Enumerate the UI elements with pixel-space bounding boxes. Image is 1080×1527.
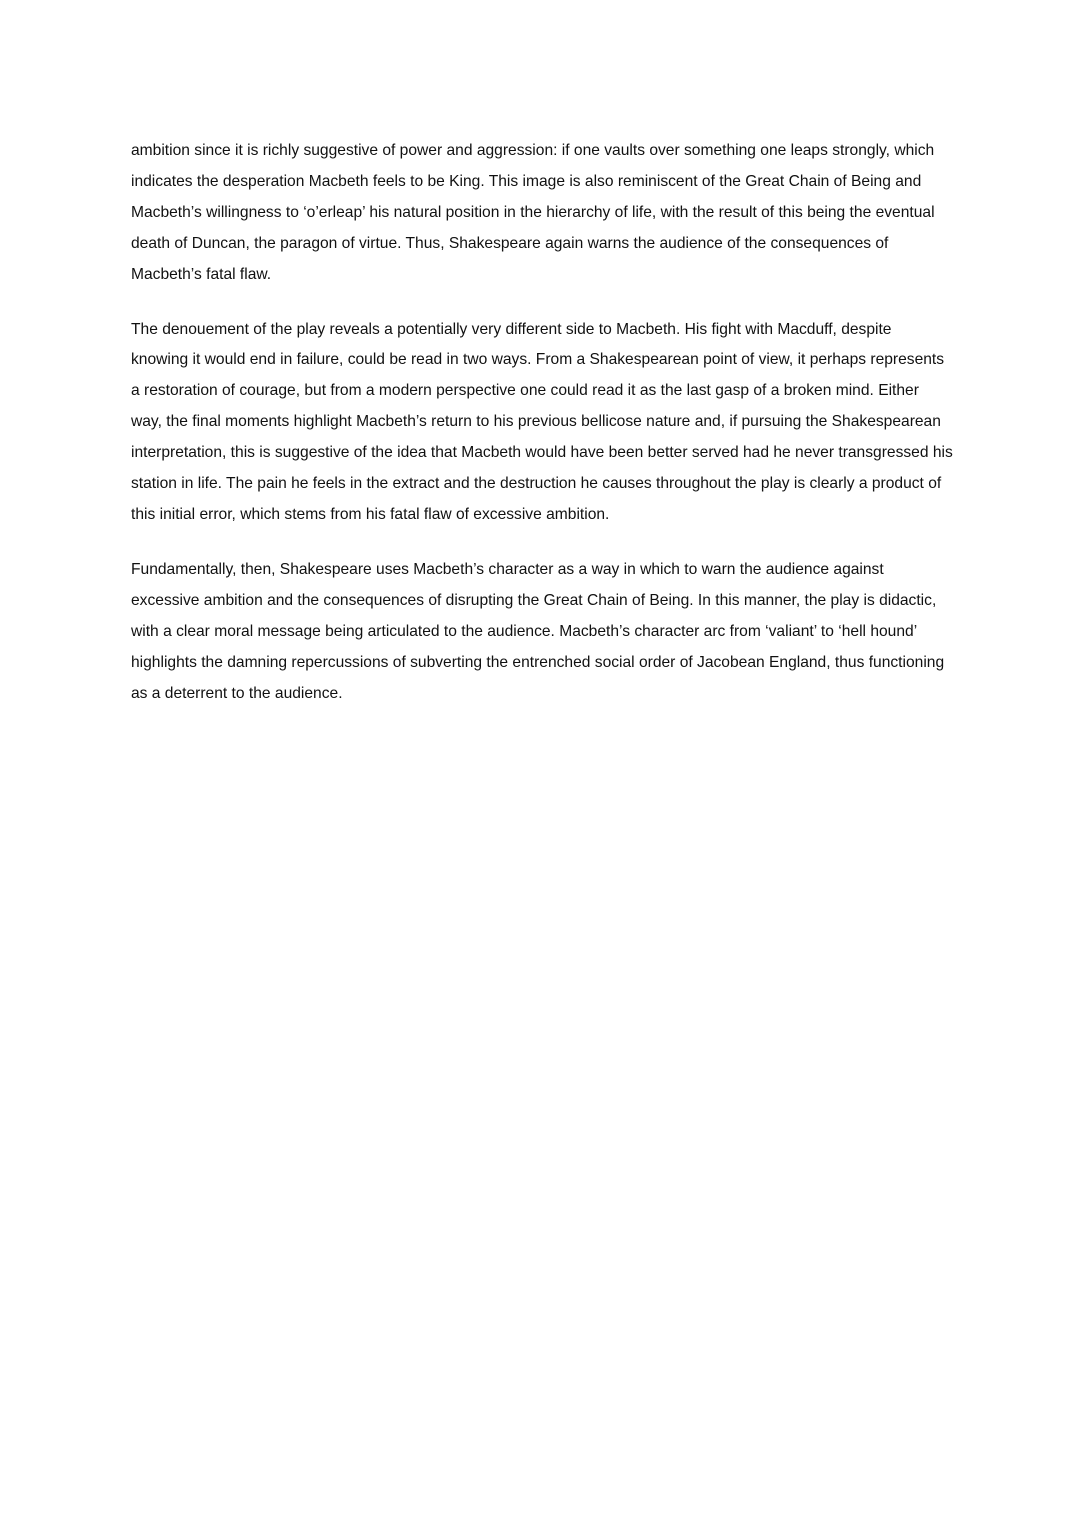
paragraph-conclusion: Fundamentally, then, Shakespeare uses Macbeth’s character as a way in which to warn the audience against excessive ambition and the consequences of disrupting the Great Chain of Being. In this manner, the play is didactic, with a clear moral message being articulated to the audience. Macbeth’s character arc from ‘valiant’ to ‘hell hound’ highlights the damning repercussions of subverting the entrenched social order of Jacobean England, thus functioning as a deterrent to the audience.	[131, 560, 945, 702]
paragraph-ambition-imagery: ambition since it is richly suggestive of power and aggression: if one vaults over something one leaps strongly, which indicates the desperation Macbeth feels to be King. This image is also reminiscent of the Great Chain of Being and Macbeth’s willingness to ‘o’erleap’ his natural position in the hierarchy of life, with the result of this being the eventual death of Duncan, the paragon of virtue. Thus, Shakespeare again warns the audience of the consequences of Macbeth’s fatal flaw.	[131, 142, 935, 283]
document-body	[131, 136, 953, 709]
paragraph-denouement: The denouement of the play reveals a potentially very different side to Macbeth. His fight with Macduff, despite knowing it would end in failure, could be read in two ways. From a Shakespearean point of view, it perhaps represents a restoration of courage, but from a modern perspective one could read it as the last gasp of a broken mind. Either way, the final moments highlight Macbeth’s return to his previous bellicose nature and, if pursuing the Shakespearean interpretation, this is suggestive of the idea that Macbeth would have been better served had he never transgressed his station in life. The pain he feels in the extract and the destruction he causes throughout the play is clearly a product of this initial error, which stems from his fatal flaw of excessive ambition.	[131, 320, 953, 523]
